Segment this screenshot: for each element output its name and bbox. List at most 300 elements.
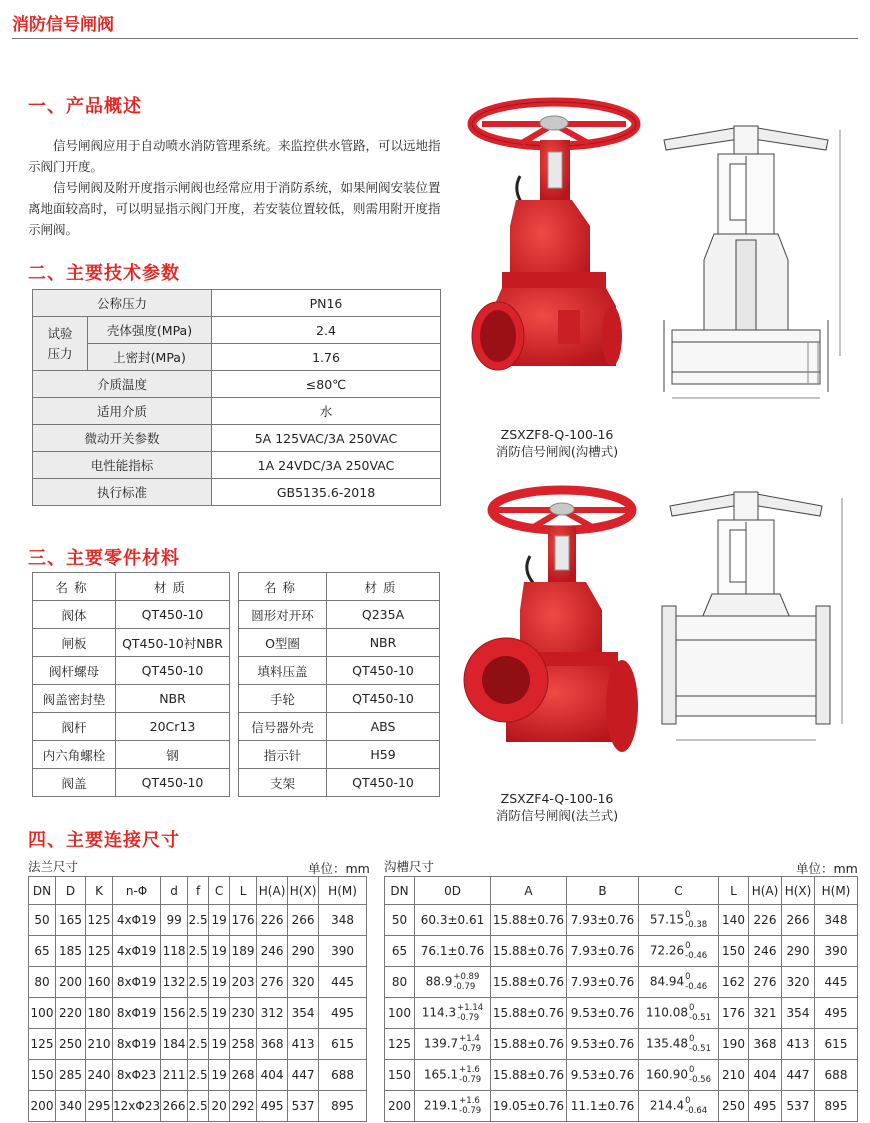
table-cell [639, 1029, 719, 1060]
table-cell: 266 [161, 1091, 188, 1122]
table-row [33, 769, 230, 797]
table-cell [639, 1060, 719, 1091]
table-row [239, 685, 440, 713]
tolerance-upper: +1.14 [457, 1003, 484, 1013]
part-material: ABS [327, 713, 440, 741]
table-row [385, 1060, 858, 1091]
label-cell: 上密封(MPa) [88, 344, 212, 371]
part-name: O型圈 [239, 629, 327, 657]
column-header: C [639, 877, 719, 905]
part-name: 填料压盖 [239, 657, 327, 685]
table-cell: 80 [29, 967, 56, 998]
groove-caption: 沟槽尺寸 [384, 859, 435, 874]
table-cell: 65 [385, 936, 415, 967]
section-tech-title: 二、主要技术参数 [28, 263, 180, 284]
table-row [239, 629, 440, 657]
table-cell: 266 [782, 905, 815, 936]
table-cell: 99 [161, 905, 188, 936]
table-cell: 15.88±0.76 [491, 1060, 567, 1091]
table-cell: 220 [56, 998, 86, 1029]
table-cell: 413 [288, 1029, 319, 1060]
part-material: QT450-10衬NBR [116, 629, 230, 657]
table-row [385, 936, 858, 967]
nominal-value: 160.90 [646, 1067, 688, 1082]
table-cell: 100 [385, 998, 415, 1029]
table-cell: 246 [749, 936, 782, 967]
table-cell: 210 [719, 1060, 749, 1091]
part-name: 阀杆螺母 [33, 657, 116, 685]
table-row [239, 713, 440, 741]
groove-dimensions-table [384, 876, 858, 1122]
table-cell: 495 [319, 998, 367, 1029]
table-cell: 445 [815, 967, 858, 998]
table-cell: 132 [161, 967, 188, 998]
table-cell: 2.5 [188, 998, 209, 1029]
tolerance [689, 1065, 711, 1085]
table-row [33, 479, 441, 506]
table-cell: 165 [56, 905, 86, 936]
table-row [33, 685, 230, 713]
table-cell [415, 1091, 491, 1122]
label-cell: 微动开关参数 [33, 425, 212, 452]
tolerance [453, 972, 479, 992]
column-header: f [188, 877, 209, 905]
label-cell: 公称压力 [33, 290, 212, 317]
table-cell: 50 [29, 905, 56, 936]
part-name: 圆形对开环 [239, 601, 327, 629]
table-cell: 292 [230, 1091, 257, 1122]
table-row [385, 998, 858, 1029]
table-cell: 495 [815, 998, 858, 1029]
tolerance-lower: -0.51 [689, 1013, 711, 1023]
product-1-caption [462, 426, 652, 460]
table-cell: 11.1±0.76 [567, 1091, 639, 1122]
table-cell [639, 905, 719, 936]
product-2-name: 消防信号闸阀(法兰式) [495, 808, 619, 823]
part-material: Q235A [327, 601, 440, 629]
part-material: QT450-10 [116, 657, 230, 685]
header-material: 材质 [327, 573, 440, 601]
column-header: L [719, 877, 749, 905]
tolerance [685, 910, 707, 930]
label-cell: 介质温度 [33, 371, 212, 398]
groove-unit: 单位：mm [796, 861, 858, 876]
table-row [239, 769, 440, 797]
table-row [33, 741, 230, 769]
table-cell [415, 998, 491, 1029]
table-cell: 8xΦ19 [113, 998, 161, 1029]
column-header: 0D [415, 877, 491, 905]
table-cell: 390 [815, 936, 858, 967]
table-cell: 125 [385, 1029, 415, 1060]
table-row [385, 905, 858, 936]
flange-unit: 单位：mm [308, 861, 370, 876]
table-cell: 150 [29, 1060, 56, 1091]
table-cell: 615 [319, 1029, 367, 1060]
table-row [29, 1091, 367, 1122]
table-cell: 60.3±0.61 [415, 905, 491, 936]
part-material: QT450-10 [327, 657, 440, 685]
title-divider [12, 38, 858, 39]
label-cell: 适用介质 [33, 398, 212, 425]
product-2-model: ZSXZF4-Q-100-16 [500, 791, 614, 806]
table-cell: 250 [56, 1029, 86, 1060]
tolerance [685, 941, 707, 961]
flange-caption: 法兰尺寸 [28, 859, 79, 874]
nominal-value: 110.08 [646, 1005, 688, 1020]
part-material: NBR [116, 685, 230, 713]
table-cell: 340 [56, 1091, 86, 1122]
table-cell: 140 [719, 905, 749, 936]
label-cell: 执行标准 [33, 479, 212, 506]
table-cell: 354 [782, 998, 815, 1029]
table-cell: 404 [749, 1060, 782, 1091]
table-header-row [385, 877, 858, 905]
value-cell: 1.76 [212, 344, 441, 371]
nominal-value: 72.26 [649, 943, 685, 958]
table-cell: 200 [385, 1091, 415, 1122]
header-name: 名称 [33, 573, 116, 601]
label-cell: 壳体强度(MPa) [88, 317, 212, 344]
column-header: A [491, 877, 567, 905]
column-header: n-Φ [113, 877, 161, 905]
table-row [33, 425, 441, 452]
table-cell: 226 [749, 905, 782, 936]
table-cell [639, 1091, 719, 1122]
column-header: DN [29, 877, 56, 905]
table-row [239, 657, 440, 685]
nominal-value: 135.48 [646, 1036, 688, 1051]
nominal-value: 57.15 [649, 912, 685, 927]
column-header: B [567, 877, 639, 905]
table-row [33, 290, 441, 317]
table-cell: 2.5 [188, 1029, 209, 1060]
part-name: 闸板 [33, 629, 116, 657]
table-cell: 348 [319, 905, 367, 936]
tolerance-lower: -0.79 [459, 1075, 482, 1085]
table-cell: 290 [288, 936, 319, 967]
table-cell: 447 [288, 1060, 319, 1091]
table-cell: 4xΦ19 [113, 936, 161, 967]
table-cell: 447 [782, 1060, 815, 1091]
tolerance-lower: -0.38 [685, 920, 708, 930]
table-row [385, 1029, 858, 1060]
table-header-row [33, 573, 230, 601]
tolerance-upper: 0 [685, 972, 691, 982]
table-row [29, 936, 367, 967]
tolerance-upper: +1.6 [459, 1096, 480, 1106]
table-cell: 312 [257, 998, 288, 1029]
table-cell: 266 [288, 905, 319, 936]
table-cell: 320 [782, 967, 815, 998]
nominal-value: 214.4 [649, 1098, 685, 1113]
table-cell: 185 [56, 936, 86, 967]
part-name: 手轮 [239, 685, 327, 713]
table-row [33, 601, 230, 629]
table-cell: 15.88±0.76 [491, 936, 567, 967]
grooved-valve-drawing [656, 120, 856, 410]
flanged-valve-photo [462, 480, 652, 780]
overview-text [28, 135, 446, 240]
table-row [33, 344, 441, 371]
tolerance-upper: +0.89 [453, 972, 480, 982]
tolerance [685, 972, 707, 992]
table-cell: 368 [749, 1029, 782, 1060]
table-row [29, 998, 367, 1029]
value-cell: 2.4 [212, 317, 441, 344]
table-cell: 100 [29, 998, 56, 1029]
table-cell: 320 [288, 967, 319, 998]
tolerance [685, 1096, 707, 1116]
table-cell: 295 [86, 1091, 113, 1122]
tolerance [689, 1003, 711, 1023]
table-cell: 258 [230, 1029, 257, 1060]
column-header: D [56, 877, 86, 905]
table-cell: 125 [86, 936, 113, 967]
part-material: H59 [327, 741, 440, 769]
table-row [385, 1091, 858, 1122]
overview-paragraph-2: 信号闸阀及附开度指示闸阀也经常应用于消防系统，如果闸阀安装位置离地面较高时，可以明显指示阀门开度，若安装位置较低，则需用附开度指示闸阀。 [28, 180, 441, 237]
table-cell: 615 [815, 1029, 858, 1060]
table-cell: 189 [230, 936, 257, 967]
tolerance-lower: -0.51 [689, 1044, 711, 1054]
table-cell: 250 [719, 1091, 749, 1122]
table-cell: 495 [749, 1091, 782, 1122]
tolerance-lower: -0.64 [685, 1106, 708, 1116]
tolerance-lower: -0.79 [453, 982, 476, 992]
table-cell: 160 [86, 967, 113, 998]
tolerance [457, 1003, 483, 1023]
table-cell: 404 [257, 1060, 288, 1091]
table-cell: 200 [29, 1091, 56, 1122]
nominal-value: 88.9 [425, 974, 453, 989]
table-cell: 118 [161, 936, 188, 967]
column-header: H(M) [815, 877, 858, 905]
table-cell [415, 1060, 491, 1091]
value-cell: GB5135.6-2018 [212, 479, 441, 506]
tolerance-lower: -0.79 [457, 1013, 480, 1023]
table-cell: 354 [288, 998, 319, 1029]
value-cell: 水 [212, 398, 441, 425]
tolerance-lower: -0.79 [459, 1106, 482, 1116]
column-header: H(M) [319, 877, 367, 905]
table-cell: 125 [29, 1029, 56, 1060]
table-cell: 268 [230, 1060, 257, 1091]
table-cell: 50 [385, 905, 415, 936]
table-cell: 150 [385, 1060, 415, 1091]
header-material: 材质 [116, 573, 230, 601]
table-cell: 200 [56, 967, 86, 998]
nominal-value: 219.1 [423, 1098, 459, 1113]
nominal-value: 114.3 [421, 1005, 457, 1020]
table-cell: 290 [782, 936, 815, 967]
table-cell: 125 [86, 905, 113, 936]
table-cell [639, 998, 719, 1029]
tolerance [459, 1034, 481, 1054]
table-cell: 162 [719, 967, 749, 998]
table-cell: 7.93±0.76 [567, 905, 639, 936]
table-row [29, 967, 367, 998]
table-cell: 156 [161, 998, 188, 1029]
table-cell: 445 [319, 967, 367, 998]
column-header: H(A) [749, 877, 782, 905]
table-cell: 895 [319, 1091, 367, 1122]
header-name: 名称 [239, 573, 327, 601]
column-header: H(X) [782, 877, 815, 905]
table-cell: 15.88±0.76 [491, 967, 567, 998]
tolerance-upper: 0 [689, 1003, 695, 1013]
part-name: 阀体 [33, 601, 116, 629]
table-row [385, 967, 858, 998]
table-header-row [29, 877, 367, 905]
column-header: d [161, 877, 188, 905]
table-row [29, 1029, 367, 1060]
flanged-valve-drawing [656, 488, 856, 758]
column-header: DN [385, 877, 415, 905]
table-cell: 413 [782, 1029, 815, 1060]
tech-params-table [32, 289, 441, 506]
table-row [33, 317, 441, 344]
column-header: C [209, 877, 230, 905]
tolerance-upper: 0 [685, 910, 691, 920]
table-cell: 495 [257, 1091, 288, 1122]
value-cell: 1A 24VDC/3A 250VAC [212, 452, 441, 479]
part-material: QT450-10 [327, 685, 440, 713]
table-row [33, 629, 230, 657]
table-cell: 2.5 [188, 967, 209, 998]
table-cell: 895 [815, 1091, 858, 1122]
table-cell: 7.93±0.76 [567, 936, 639, 967]
table-cell: 19.05±0.76 [491, 1091, 567, 1122]
nominal-value: 84.94 [649, 974, 685, 989]
part-name: 阀盖 [33, 769, 116, 797]
table-cell: 226 [257, 905, 288, 936]
tolerance-lower: -0.46 [685, 982, 708, 992]
flange-dimensions-table [28, 876, 367, 1122]
product-1-model: ZSXZF8-Q-100-16 [500, 427, 614, 442]
tolerance-upper: 0 [689, 1034, 695, 1044]
table-cell: 688 [319, 1060, 367, 1091]
table-row [33, 713, 230, 741]
section-dims-title: 四、主要连接尺寸 [28, 830, 180, 851]
nominal-value: 165.1 [423, 1067, 459, 1082]
section-overview-title: 一、产品概述 [28, 96, 142, 117]
product-1-name: 消防信号闸阀(沟槽式) [495, 444, 619, 459]
column-header: L [230, 877, 257, 905]
table-cell: 230 [230, 998, 257, 1029]
part-material: QT450-10 [116, 769, 230, 797]
overview-paragraph-1: 信号闸阀应用于自动喷水消防管理系统。来监控供水管路，可以远地指示阀门开度。 [28, 138, 441, 174]
label-cell: 电性能指标 [33, 452, 212, 479]
table-cell: 19 [209, 967, 230, 998]
materials-table-left [32, 572, 230, 797]
part-material: 钢 [116, 741, 230, 769]
table-cell: 321 [749, 998, 782, 1029]
value-cell: PN16 [212, 290, 441, 317]
materials-table-right [238, 572, 440, 797]
column-header: H(X) [288, 877, 319, 905]
tolerance-lower: -0.79 [459, 1044, 482, 1054]
tolerance-upper: 0 [685, 941, 691, 951]
table-cell: 15.88±0.76 [491, 905, 567, 936]
product-2-caption [462, 790, 652, 824]
table-cell: 19 [209, 936, 230, 967]
table-cell: 210 [86, 1029, 113, 1060]
table-cell [639, 936, 719, 967]
table-cell: 9.53±0.76 [567, 1029, 639, 1060]
label-cell: 试验压力 [33, 317, 88, 371]
part-material: 20Cr13 [116, 713, 230, 741]
tolerance-upper: 0 [689, 1065, 695, 1075]
table-row [239, 601, 440, 629]
table-cell: 65 [29, 936, 56, 967]
table-cell: 180 [86, 998, 113, 1029]
part-material: NBR [327, 629, 440, 657]
table-cell: 4xΦ19 [113, 905, 161, 936]
part-name: 内六角螺栓 [33, 741, 116, 769]
table-cell: 8xΦ23 [113, 1060, 161, 1091]
tolerance-upper: 0 [685, 1096, 691, 1106]
table-cell: 184 [161, 1029, 188, 1060]
table-cell: 276 [749, 967, 782, 998]
table-cell: 2.5 [188, 936, 209, 967]
tolerance-upper: +1.4 [459, 1034, 480, 1044]
tolerance-lower: -0.46 [685, 951, 708, 961]
column-header: H(A) [257, 877, 288, 905]
tolerance-lower: -0.56 [689, 1075, 711, 1085]
grooved-valve-photo [462, 96, 652, 416]
table-cell: 368 [257, 1029, 288, 1060]
tolerance [689, 1034, 711, 1054]
table-cell: 2.5 [188, 1060, 209, 1091]
value-cell: 5A 125VAC/3A 250VAC [212, 425, 441, 452]
table-cell: 20 [209, 1091, 230, 1122]
table-row [29, 1060, 367, 1091]
table-header-row [239, 573, 440, 601]
page-title: 消防信号闸阀 [12, 15, 114, 35]
table-row [33, 371, 441, 398]
table-cell: 537 [782, 1091, 815, 1122]
table-cell: 348 [815, 905, 858, 936]
table-cell: 2.5 [188, 905, 209, 936]
part-material: QT450-10 [327, 769, 440, 797]
part-name: 阀盖密封垫 [33, 685, 116, 713]
column-header: K [86, 877, 113, 905]
table-row [33, 452, 441, 479]
tolerance [459, 1096, 481, 1116]
table-cell: 8xΦ19 [113, 967, 161, 998]
table-cell: 2.5 [188, 1091, 209, 1122]
table-row [239, 741, 440, 769]
table-cell: 15.88±0.76 [491, 998, 567, 1029]
table-cell: 7.93±0.76 [567, 967, 639, 998]
table-cell: 211 [161, 1060, 188, 1091]
table-cell: 537 [288, 1091, 319, 1122]
table-cell: 12xΦ23 [113, 1091, 161, 1122]
table-cell [639, 967, 719, 998]
table-cell: 19 [209, 1029, 230, 1060]
part-name: 指示针 [239, 741, 327, 769]
table-cell: 246 [257, 936, 288, 967]
part-name: 阀杆 [33, 713, 116, 741]
table-cell: 276 [257, 967, 288, 998]
nominal-value: 139.7 [423, 1036, 459, 1051]
table-cell: 9.53±0.76 [567, 998, 639, 1029]
table-cell: 240 [86, 1060, 113, 1091]
table-cell: 19 [209, 1060, 230, 1091]
tolerance [459, 1065, 481, 1085]
table-cell: 176 [230, 905, 257, 936]
